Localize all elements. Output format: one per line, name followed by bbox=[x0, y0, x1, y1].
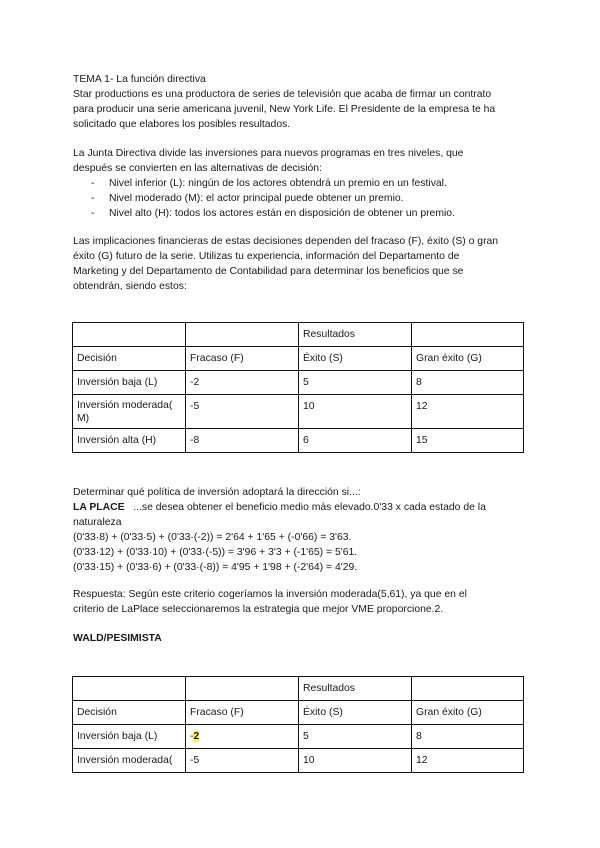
table-cell: Inversión alta (H) bbox=[73, 429, 186, 453]
junta-line: después se convierten en las alternativas de decisión: bbox=[73, 163, 322, 174]
table-cell: Inversión moderada( M) bbox=[73, 395, 186, 429]
table-group-header: Resultados bbox=[299, 677, 412, 701]
column-header: Gran éxito (G) bbox=[412, 701, 524, 725]
column-header: Decisión bbox=[73, 347, 186, 371]
table-row bbox=[73, 395, 524, 429]
junta-section bbox=[73, 146, 533, 221]
table-cell bbox=[412, 677, 524, 701]
minus-sign: - bbox=[190, 731, 194, 742]
laplace-desc bbox=[73, 500, 533, 515]
table-cell bbox=[186, 677, 299, 701]
respuesta-line: Respuesta: Según este criterio cogeríamos la inversión moderada(5,61), ya que en el bbox=[73, 589, 467, 600]
column-header: Éxito (S) bbox=[299, 701, 412, 725]
bullet-marker: - bbox=[91, 208, 95, 219]
table-cell bbox=[186, 323, 299, 347]
table-cell: 12 bbox=[412, 749, 524, 773]
table-cell bbox=[412, 323, 524, 347]
table-row bbox=[73, 725, 524, 749]
table-cell: 6 bbox=[299, 429, 412, 453]
highlighted-value: 2 bbox=[193, 731, 200, 742]
laplace-calc: (0'33·12) + (0'33·10) + (0'33·(-5)) = 3'96 + 3'3 + (-1'65) = 5'61. bbox=[73, 547, 358, 558]
table-cell: -8 bbox=[186, 429, 299, 453]
table-cell: -5 bbox=[186, 749, 299, 773]
table-cell: 8 bbox=[412, 371, 524, 395]
intro-line: solicitado que elabores los posibles resultados. bbox=[73, 119, 291, 130]
intro-section bbox=[73, 72, 533, 132]
laplace-calc: (0'33·8) + (0'33·5) + (0'33·(-2)) = 2'64 + 1'65 + (-0'66) = 3'63. bbox=[73, 532, 352, 543]
table-cell: 15 bbox=[412, 429, 524, 453]
table-cell: -5 bbox=[186, 395, 299, 429]
table-header-row bbox=[73, 347, 524, 371]
column-header: Éxito (S) bbox=[299, 347, 412, 371]
table-cell: Inversión baja (L) bbox=[73, 371, 186, 395]
laplace-section bbox=[73, 485, 533, 575]
implicaciones-section bbox=[73, 234, 533, 294]
table-header-row bbox=[73, 701, 524, 725]
intro-line: para producir una serie americana juvenil, New York Life. El Presidente de la empresa te ha bbox=[73, 104, 496, 115]
laplace-desc-cont: naturaleza bbox=[73, 517, 122, 528]
table-cell: -2 bbox=[186, 371, 299, 395]
bullet-item bbox=[73, 206, 533, 221]
table-group-row bbox=[73, 323, 524, 347]
bullet-marker: - bbox=[91, 178, 95, 189]
bullet-text: Nivel alto (H): todos los actores están en disposición de obtener un premio. bbox=[109, 208, 455, 219]
table-cell: 5 bbox=[299, 725, 412, 749]
column-header: Fracaso (F) bbox=[186, 347, 299, 371]
wald-heading: WALD/PESIMISTA bbox=[73, 633, 162, 644]
table-row bbox=[73, 429, 524, 453]
results-table bbox=[72, 322, 524, 453]
column-header: Fracaso (F) bbox=[186, 701, 299, 725]
bullet-marker: - bbox=[91, 193, 95, 204]
respuesta-section bbox=[73, 587, 533, 617]
table-group-header: Resultados bbox=[299, 323, 412, 347]
table-cell: 10 bbox=[299, 395, 412, 429]
bullet-text: Nivel moderado (M): el actor principal puede obtener un premio. bbox=[109, 193, 404, 204]
intro-line: Star productions es una productora de series de televisión que acaba de firmar un contrato bbox=[73, 89, 492, 100]
table-cell bbox=[186, 725, 299, 749]
implicaciones-line: éxito (G) futuro de la serie. Utilizas tu experiencia, información del Departamento de bbox=[73, 251, 460, 262]
implicaciones-line: Marketing y del Departamento de Contabilidad para determinar los beneficios que se bbox=[73, 266, 464, 277]
table-row bbox=[73, 371, 524, 395]
table-cell: 12 bbox=[412, 395, 524, 429]
table-cell bbox=[73, 323, 186, 347]
column-header: Decisión bbox=[73, 701, 186, 725]
table-group-row bbox=[73, 677, 524, 701]
respuesta-line: criterio de LaPlace seleccionaremos la estrategia que mejor VME proporcione.2. bbox=[73, 604, 444, 615]
bullet-text: Nivel inferior (L): ningún de los actores obtendrá un premio en un festival. bbox=[109, 178, 447, 189]
table-cell: 10 bbox=[299, 749, 412, 773]
implicaciones-line: Las implicaciones financieras de estas decisiones dependen del fracaso (F), éxito (S) o gran bbox=[73, 236, 499, 247]
bullet-item bbox=[73, 176, 533, 191]
laplace-label: LA PLACE bbox=[73, 502, 125, 513]
bullet-item bbox=[73, 191, 533, 206]
table-cell: 8 bbox=[412, 725, 524, 749]
laplace-desc-text: ...se desea obtener el beneficio medio más elevado.0'33 x cada estado de la bbox=[133, 502, 486, 513]
table-row bbox=[73, 749, 524, 773]
junta-line: La Junta Directiva divide las inversiones para nuevos programas en tres niveles, que bbox=[73, 148, 464, 159]
table-cell: Inversión baja (L) bbox=[73, 725, 186, 749]
column-header: Gran éxito (G) bbox=[412, 347, 524, 371]
wald-table bbox=[72, 676, 524, 773]
table-cell bbox=[73, 677, 186, 701]
document-title: TEMA 1- La función directiva bbox=[73, 74, 206, 85]
laplace-question: Determinar qué política de inversión adoptará la dirección si...: bbox=[73, 487, 361, 498]
table-cell: 5 bbox=[299, 371, 412, 395]
laplace-calc: (0'33·15) + (0'33·6) + (0'33·(-8)) = 4'95 + 1'98 + (-2'64) = 4'29. bbox=[73, 562, 358, 573]
table-cell: Inversión moderada( bbox=[73, 749, 186, 773]
implicaciones-line: obtendrán, siendo estos: bbox=[73, 281, 187, 292]
